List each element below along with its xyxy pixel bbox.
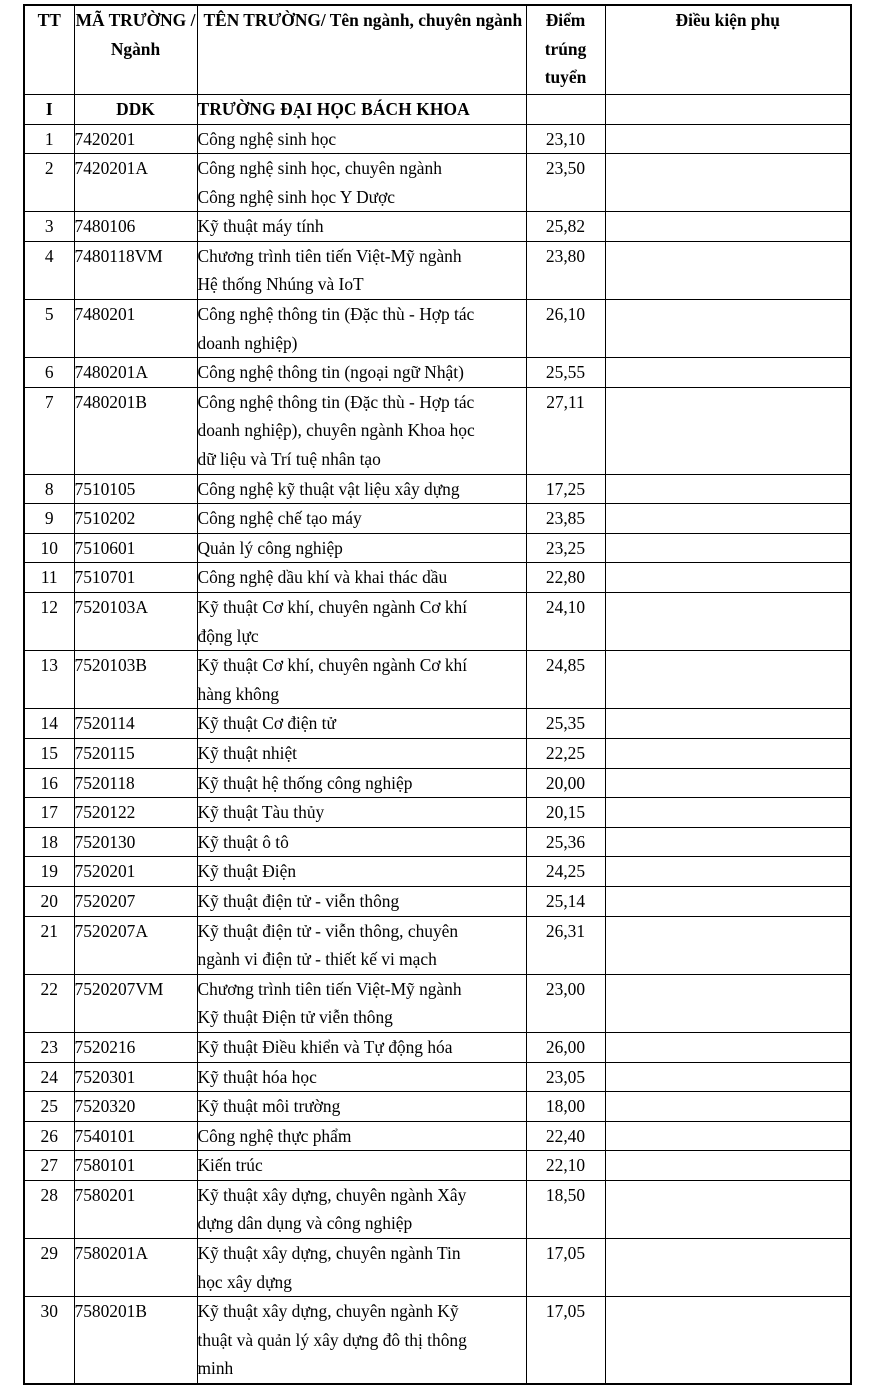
cell-ma-nganh: 7520103A: [74, 593, 197, 651]
cell-ten-nganh: [197, 974, 526, 1032]
header-cell-diem-trung-tuyen: [526, 5, 605, 94]
table-row: [24, 593, 851, 651]
cell-tt: 20: [24, 886, 74, 916]
cell-ten-nganh: [197, 212, 526, 242]
cell-tt: 2: [24, 154, 74, 212]
cell-tt: 5: [24, 300, 74, 358]
cell-ten-nganh: [197, 1092, 526, 1122]
cell-ten-nganh: [197, 387, 526, 474]
cell-dieu-kien-phu: [605, 387, 851, 474]
cell-ma-nganh: 7520118: [74, 768, 197, 798]
cell-diem-trung-tuyen: 20,15: [526, 798, 605, 828]
cell-tt: 23: [24, 1032, 74, 1062]
cell-dieu-kien-phu: [605, 1239, 851, 1297]
cell-ten-nganh: [197, 827, 526, 857]
cell-diem-trung-tuyen: 23,50: [526, 154, 605, 212]
cell-ten-nganh: [197, 504, 526, 534]
cell-ten-nganh-line-1: Kỹ thuật điện tử - viễn thông: [197, 890, 400, 911]
table-row: [24, 886, 851, 916]
cell-tt: 3: [24, 212, 74, 242]
cell-diem-trung-tuyen: 18,00: [526, 1092, 605, 1122]
cell-ten-nganh-line-1: Chương trình tiên tiến Việt-Mỹ ngành: [197, 978, 462, 999]
cell-ma-nganh: 7480201B: [74, 387, 197, 474]
section-score: [526, 94, 605, 124]
cell-ten-nganh-line-1: Công nghệ thực phẩm: [197, 1125, 352, 1146]
table-row: [24, 916, 851, 974]
cell-diem-trung-tuyen: 27,11: [526, 387, 605, 474]
cell-dieu-kien-phu: [605, 212, 851, 242]
cell-ten-nganh-line-1: Kỹ thuật hóa học: [197, 1066, 317, 1087]
cell-ten-nganh-line-1: Công nghệ thông tin (Đặc thù - Hợp tác: [197, 391, 475, 412]
cell-dieu-kien-phu: [605, 974, 851, 1032]
cell-ten-nganh-line-2: động lực: [197, 625, 259, 646]
header-cell-tt: [24, 5, 74, 94]
cell-ten-nganh-line-2: học xây dựng: [197, 1271, 292, 1292]
cell-diem-trung-tuyen: 20,00: [526, 768, 605, 798]
cell-ma-nganh: 7580201B: [74, 1297, 197, 1384]
cell-ten-nganh-line-2: dựng dân dụng và công nghiệp: [197, 1213, 413, 1234]
cell-ten-nganh: [197, 1297, 526, 1384]
cell-dieu-kien-phu: [605, 1121, 851, 1151]
cell-ten-nganh: [197, 709, 526, 739]
cell-dieu-kien-phu: [605, 593, 851, 651]
section-row: [24, 94, 851, 124]
cell-diem-trung-tuyen: 18,50: [526, 1180, 605, 1238]
cell-diem-trung-tuyen: 25,14: [526, 886, 605, 916]
section-title: TRƯỜNG ĐẠI HỌC BÁCH KHOA: [197, 94, 526, 124]
cell-dieu-kien-phu: [605, 474, 851, 504]
table-row: [24, 563, 851, 593]
cell-diem-trung-tuyen: 17,05: [526, 1239, 605, 1297]
table-row: [24, 738, 851, 768]
cell-dieu-kien-phu: [605, 1062, 851, 1092]
cell-ten-nganh-line-1: Công nghệ sinh học, chuyên ngành: [197, 158, 442, 179]
cell-tt: 18: [24, 827, 74, 857]
cell-dieu-kien-phu: [605, 709, 851, 739]
table-row: [24, 474, 851, 504]
table-row: [24, 1180, 851, 1238]
cell-ma-nganh: 7580101: [74, 1151, 197, 1181]
table-row: [24, 154, 851, 212]
header-label-ma-truong-line1: MÃ TRƯỜNG: [75, 10, 187, 30]
cell-ten-nganh-line-2: thuật và quản lý xây dựng đô thị thông: [197, 1329, 467, 1350]
cell-diem-trung-tuyen: 26,00: [526, 1032, 605, 1062]
cell-ten-nganh-line-2: doanh nghiệp): [197, 332, 298, 353]
cell-tt: 1: [24, 124, 74, 154]
cell-ten-nganh: [197, 651, 526, 709]
table-row: [24, 798, 851, 828]
table-row: [24, 1032, 851, 1062]
table-row: [24, 709, 851, 739]
cell-ma-nganh: 7580201: [74, 1180, 197, 1238]
cell-tt: 14: [24, 709, 74, 739]
cell-diem-trung-tuyen: 23,80: [526, 241, 605, 299]
cell-ten-nganh: [197, 798, 526, 828]
table-body: [24, 94, 851, 1384]
table-row: [24, 241, 851, 299]
cell-ten-nganh: [197, 916, 526, 974]
cell-ma-nganh: 7580201A: [74, 1239, 197, 1297]
cell-diem-trung-tuyen: 23,85: [526, 504, 605, 534]
cell-ma-nganh: 7520216: [74, 1032, 197, 1062]
cell-ma-nganh: 7520122: [74, 798, 197, 828]
cell-tt: 8: [24, 474, 74, 504]
cell-ten-nganh-line-1: Kỹ thuật Cơ khí, chuyên ngành Cơ khí: [197, 597, 468, 617]
cell-diem-trung-tuyen: 22,40: [526, 1121, 605, 1151]
cell-tt: 22: [24, 974, 74, 1032]
cell-tt: 12: [24, 593, 74, 651]
cell-tt: 4: [24, 241, 74, 299]
table-row: [24, 768, 851, 798]
header-cell-ten-truong-nganh: [197, 5, 526, 94]
header-label-diem-line2: trúng: [544, 38, 587, 59]
cell-tt: 7: [24, 387, 74, 474]
cell-ma-nganh: 7480106: [74, 212, 197, 242]
cell-ma-nganh: 7510701: [74, 563, 197, 593]
cell-tt: 19: [24, 857, 74, 887]
section-condition: [605, 94, 851, 124]
table-row: [24, 387, 851, 474]
cell-diem-trung-tuyen: 25,35: [526, 709, 605, 739]
cell-diem-trung-tuyen: 26,31: [526, 916, 605, 974]
table-row: [24, 1151, 851, 1181]
cell-diem-trung-tuyen: 23,25: [526, 533, 605, 563]
cell-ma-nganh: 7510105: [74, 474, 197, 504]
cell-ten-nganh-line-1: Kỹ thuật môi trường: [197, 1096, 341, 1117]
cell-ten-nganh-line-1: Công nghệ sinh học: [197, 128, 337, 149]
cell-ma-nganh: 7520207VM: [74, 974, 197, 1032]
cell-diem-trung-tuyen: 22,80: [526, 563, 605, 593]
cell-ma-nganh: 7520207A: [74, 916, 197, 974]
cell-ten-nganh-line-2: Hệ thống Nhúng và IoT: [197, 274, 364, 295]
admission-score-table: [23, 4, 852, 1385]
cell-dieu-kien-phu: [605, 563, 851, 593]
table-row: [24, 1092, 851, 1122]
table-row: [24, 651, 851, 709]
cell-tt: 24: [24, 1062, 74, 1092]
cell-ma-nganh: 7520201: [74, 857, 197, 887]
cell-dieu-kien-phu: [605, 1092, 851, 1122]
cell-ten-nganh: [197, 593, 526, 651]
cell-diem-trung-tuyen: 22,25: [526, 738, 605, 768]
cell-tt: 27: [24, 1151, 74, 1181]
cell-dieu-kien-phu: [605, 1151, 851, 1181]
cell-tt: 21: [24, 916, 74, 974]
cell-ten-nganh-line-1: Công nghệ thông tin (Đặc thù - Hợp tác: [197, 304, 475, 325]
cell-ten-nganh-line-1: Kỹ thuật xây dựng, chuyên ngành Xây: [197, 1184, 467, 1205]
cell-ma-nganh: 7510202: [74, 504, 197, 534]
cell-tt: 26: [24, 1121, 74, 1151]
table-row: [24, 1297, 851, 1384]
cell-dieu-kien-phu: [605, 886, 851, 916]
cell-tt: 10: [24, 533, 74, 563]
cell-ten-nganh-line-1: Công nghệ thông tin (ngoại ngữ Nhật): [197, 362, 464, 383]
cell-dieu-kien-phu: [605, 1032, 851, 1062]
cell-ten-nganh-line-1: Kỹ thuật Điện: [197, 861, 297, 882]
cell-tt: 9: [24, 504, 74, 534]
cell-diem-trung-tuyen: 23,05: [526, 1062, 605, 1092]
cell-ten-nganh-line-2: Kỹ thuật Điện tử viễn thông: [197, 1007, 393, 1028]
cell-ten-nganh-line-2: ngành vi điện tử - thiết kế vi mạch: [197, 949, 437, 970]
cell-ten-nganh: [197, 300, 526, 358]
header-label-ten-truong-line2: ngành: [475, 10, 523, 30]
table-row: [24, 974, 851, 1032]
cell-ten-nganh-line-1: Công nghệ chế tạo máy: [197, 508, 362, 529]
cell-ma-nganh: 7520301: [74, 1062, 197, 1092]
cell-diem-trung-tuyen: 24,85: [526, 651, 605, 709]
header-label-dieu-kien-phu: Điều kiện phụ: [675, 10, 780, 30]
cell-ten-nganh-line-2: Công nghệ sinh học Y Dược: [197, 186, 395, 207]
table-row: [24, 1121, 851, 1151]
cell-dieu-kien-phu: [605, 300, 851, 358]
cell-ten-nganh-line-3: minh: [197, 1358, 234, 1379]
cell-diem-trung-tuyen: 26,10: [526, 300, 605, 358]
cell-ten-nganh: [197, 1121, 526, 1151]
cell-diem-trung-tuyen: 23,10: [526, 124, 605, 154]
cell-dieu-kien-phu: [605, 358, 851, 388]
cell-ma-nganh: 7520320: [74, 1092, 197, 1122]
cell-ma-nganh: 7520207: [74, 886, 197, 916]
cell-diem-trung-tuyen: 22,10: [526, 1151, 605, 1181]
cell-dieu-kien-phu: [605, 1180, 851, 1238]
header-label-ma-truong-line2: / Ngành: [110, 10, 196, 59]
cell-ten-nganh-line-1: Kỹ thuật nhiệt: [197, 742, 297, 763]
cell-ten-nganh-line-1: Kỹ thuật máy tính: [197, 216, 324, 237]
cell-ten-nganh: [197, 1062, 526, 1092]
cell-ten-nganh: [197, 154, 526, 212]
cell-tt: 13: [24, 651, 74, 709]
cell-ma-nganh: 7420201A: [74, 154, 197, 212]
cell-diem-trung-tuyen: 17,25: [526, 474, 605, 504]
cell-dieu-kien-phu: [605, 738, 851, 768]
cell-tt: 28: [24, 1180, 74, 1238]
cell-ten-nganh: [197, 563, 526, 593]
cell-ten-nganh: [197, 358, 526, 388]
cell-dieu-kien-phu: [605, 916, 851, 974]
cell-tt: 11: [24, 563, 74, 593]
cell-ten-nganh: [197, 241, 526, 299]
cell-ten-nganh-line-1: Kỹ thuật Tàu thủy: [197, 802, 325, 823]
cell-ma-nganh: 7510601: [74, 533, 197, 563]
cell-diem-trung-tuyen: 17,05: [526, 1297, 605, 1384]
cell-ten-nganh: [197, 738, 526, 768]
cell-ten-nganh: [197, 1151, 526, 1181]
cell-tt: 16: [24, 768, 74, 798]
cell-ten-nganh-line-1: Quản lý công nghiệp: [197, 537, 343, 558]
cell-ten-nganh-line-1: Kỹ thuật hệ thống công nghiệp: [197, 772, 413, 793]
cell-dieu-kien-phu: [605, 1297, 851, 1384]
header-label-tt: TT: [37, 10, 61, 30]
cell-ten-nganh-line-1: Kỹ thuật Cơ khí, chuyên ngành Cơ khí: [197, 655, 468, 676]
cell-ten-nganh-line-1: Công nghệ kỹ thuật vật liệu xây dựng: [197, 478, 460, 499]
header-cell-dieu-kien-phu: [605, 5, 851, 94]
cell-dieu-kien-phu: [605, 504, 851, 534]
cell-tt: 6: [24, 358, 74, 388]
cell-ma-nganh: 7480201A: [74, 358, 197, 388]
table-row: [24, 827, 851, 857]
cell-ten-nganh: [197, 533, 526, 563]
cell-tt: 30: [24, 1297, 74, 1384]
cell-ma-nganh: 7420201: [74, 124, 197, 154]
cell-dieu-kien-phu: [605, 651, 851, 709]
cell-ten-nganh: [197, 474, 526, 504]
cell-ma-nganh: 7520130: [74, 827, 197, 857]
cell-diem-trung-tuyen: 25,82: [526, 212, 605, 242]
cell-ma-nganh: 7540101: [74, 1121, 197, 1151]
header-label-diem-line1: Điểm: [545, 10, 586, 30]
table-row: [24, 124, 851, 154]
cell-dieu-kien-phu: [605, 827, 851, 857]
cell-tt: 25: [24, 1092, 74, 1122]
cell-ten-nganh: [197, 124, 526, 154]
table-row: [24, 358, 851, 388]
cell-diem-trung-tuyen: 25,55: [526, 358, 605, 388]
cell-ten-nganh-line-1: Kiến trúc: [197, 1155, 263, 1176]
cell-ma-nganh: 7520103B: [74, 651, 197, 709]
section-code: DDK: [74, 94, 197, 124]
table-row: [24, 1239, 851, 1297]
table-row: [24, 857, 851, 887]
cell-dieu-kien-phu: [605, 798, 851, 828]
section-index: I: [24, 94, 74, 124]
cell-ten-nganh-line-1: Kỹ thuật ô tô: [197, 831, 289, 852]
table-header: [24, 5, 851, 94]
cell-ma-nganh: 7520115: [74, 738, 197, 768]
cell-dieu-kien-phu: [605, 154, 851, 212]
cell-ten-nganh-line-1: Kỹ thuật xây dựng, chuyên ngành Kỹ: [197, 1301, 459, 1322]
cell-diem-trung-tuyen: 24,10: [526, 593, 605, 651]
table-row: [24, 300, 851, 358]
cell-ten-nganh: [197, 857, 526, 887]
cell-ma-nganh: 7520114: [74, 709, 197, 739]
table-row: [24, 504, 851, 534]
cell-ten-nganh-line-1: Kỹ thuật xây dựng, chuyên ngành Tin: [197, 1243, 461, 1264]
cell-ten-nganh-line-3: dữ liệu và Trí tuệ nhân tạo: [197, 449, 381, 470]
cell-ten-nganh-line-1: Công nghệ dầu khí và khai thác dầu: [197, 567, 448, 588]
table-row: [24, 533, 851, 563]
cell-dieu-kien-phu: [605, 124, 851, 154]
cell-dieu-kien-phu: [605, 241, 851, 299]
table-row: [24, 1062, 851, 1092]
cell-dieu-kien-phu: [605, 533, 851, 563]
header-row: [24, 5, 851, 94]
header-label-diem-line3: tuyển: [544, 67, 587, 88]
cell-tt: 29: [24, 1239, 74, 1297]
cell-ten-nganh-line-1: Chương trình tiên tiến Việt-Mỹ ngành: [197, 245, 462, 266]
cell-ten-nganh-line-1: Kỹ thuật điện tử - viễn thông, chuyên: [197, 920, 459, 941]
cell-ten-nganh: [197, 768, 526, 798]
cell-dieu-kien-phu: [605, 857, 851, 887]
cell-ma-nganh: 7480201: [74, 300, 197, 358]
header-label-ten-truong-line1: TÊN TRƯỜNG/ Tên ngành, chuyên: [203, 10, 472, 30]
cell-ten-nganh-line-2: doanh nghiệp), chuyên ngành Khoa học: [197, 420, 475, 441]
cell-diem-trung-tuyen: 25,36: [526, 827, 605, 857]
cell-ten-nganh-line-1: Kỹ thuật Điều khiển và Tự động hóa: [197, 1036, 453, 1057]
cell-dieu-kien-phu: [605, 768, 851, 798]
cell-tt: 15: [24, 738, 74, 768]
cell-ten-nganh: [197, 1239, 526, 1297]
cell-ma-nganh: 7480118VM: [74, 241, 197, 299]
table-row: [24, 212, 851, 242]
cell-ten-nganh: [197, 886, 526, 916]
cell-ten-nganh-line-1: Kỹ thuật Cơ điện tử: [197, 713, 336, 734]
cell-diem-trung-tuyen: 24,25: [526, 857, 605, 887]
cell-diem-trung-tuyen: 23,00: [526, 974, 605, 1032]
cell-ten-nganh-line-2: hàng không: [197, 683, 280, 704]
header-cell-ma-truong-nganh: [74, 5, 197, 94]
cell-ten-nganh: [197, 1032, 526, 1062]
cell-ten-nganh: [197, 1180, 526, 1238]
cell-tt: 17: [24, 798, 74, 828]
